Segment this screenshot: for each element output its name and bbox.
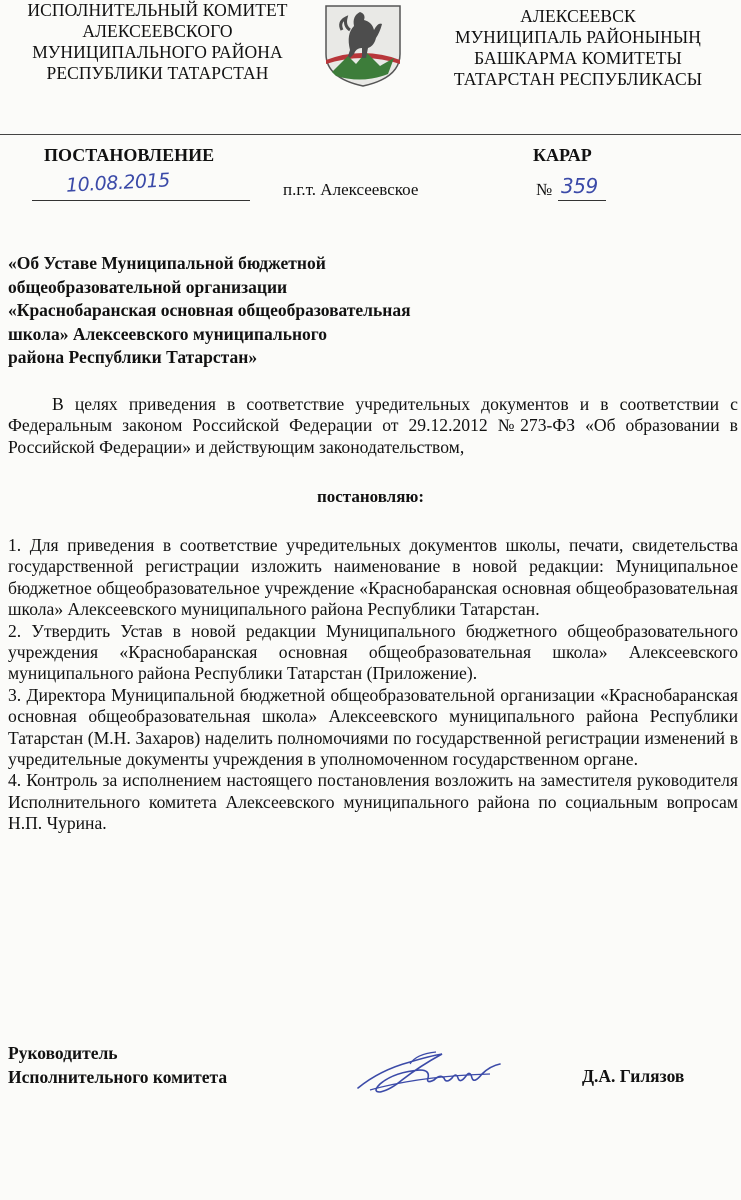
- header-divider: [0, 134, 741, 135]
- number-underline: [558, 200, 606, 201]
- subject-line: «Краснобаранская основная общеобразовательная: [8, 300, 411, 321]
- subject-line: «Об Уставе Муниципальной бюджетной: [8, 253, 326, 273]
- subject-line: школа» Алексеевского муниципального: [8, 323, 328, 344]
- doc-type-ru: ПОСТАНОВЛЕНИЕ: [44, 145, 215, 165]
- header-left-line: ИСПОЛНИТЕЛЬНЫЙ КОМИТЕТ: [27, 0, 288, 20]
- header-left-line: МУНИЦИПАЛЬНОГО РАЙОНА: [32, 42, 283, 62]
- handwritten-date: 10.08.2015: [65, 169, 171, 197]
- signatory-position-line: Исполнительного комитета: [8, 1067, 228, 1087]
- handwritten-signature: [350, 1040, 520, 1100]
- resolution-item: 2. Утвердить Устав в новой редакции Муниципального бюджетного общеобразовательного учреждения «Краснобаранская основная общеобразовательная школа» Алексеевского муниципального района Республики Татарстан (Приложение).: [8, 620, 738, 684]
- header-left-block: [0, 0, 315, 84]
- date-underline: [32, 200, 250, 201]
- doc-place: п.г.т. Алексеевское: [283, 180, 419, 199]
- subject-line: общеобразовательной организации: [8, 276, 288, 297]
- signatory-name: Д.А. Гилязов: [582, 1066, 685, 1086]
- signatory-position: [8, 1041, 227, 1089]
- header-left-line: РЕСПУБЛИКИ ТАТАРСТАН: [46, 63, 269, 83]
- header-right-line: БАШКАРМА КОМИТЕТЫ: [474, 48, 682, 68]
- signatory-position-line: Руководитель: [8, 1043, 118, 1063]
- coat-of-arms-icon: [322, 2, 404, 88]
- handwritten-number: 359: [561, 174, 598, 198]
- header-right-line: АЛЕКСЕЕВСК: [520, 6, 636, 26]
- resolution-item: 1. Для приведения в соответствие учредительных документов школы, печати, свидетельства государственной регистрации изложить наименование в новой редакции: Муниципальное бюджетное общеобразовательное учреждение «Краснобаранская основная общеобразовательная школа» Алексеевского муниципального района Республики Татарстан.: [8, 535, 738, 620]
- resolution-item: 4. Контроль за исполнением настоящего постановления возложить на заместителя руководителя Исполнительного комитета Алексеевского муниципального района по социальным вопросам Н.П. Чурина.: [8, 770, 738, 834]
- resolve-heading: постановляю:: [316, 487, 425, 506]
- header-right-line: МУНИЦИПАЛЬ РАЙОНЫНЫҢ: [455, 27, 701, 47]
- subject-title: [8, 252, 498, 370]
- doc-type-tt: КАРАР: [533, 145, 592, 165]
- subject-line: района Республики Татарстан»: [8, 347, 258, 368]
- header-right-block: [418, 6, 738, 90]
- preamble-paragraph: В целях приведения в соответствие учредительных документов и в соответствии с Федеральным законом Российской Федерации от 29.12.2012 №273-ФЗ «Об образовании в Российской Федерации» и действующим законодательством,: [8, 394, 738, 457]
- resolution-items: [8, 535, 738, 835]
- header-right-line: ТАТАРСТАН РЕСПУБЛИКАСЫ: [453, 69, 703, 89]
- header-left-line: АЛЕКСЕЕВСКОГО: [82, 21, 233, 41]
- number-sign: №: [536, 180, 553, 199]
- resolution-item: 3. Директора Муниципальной бюджетной общеобразовательной организации «Краснобаранская основная общеобразовательная школа» Алексеевского муниципального района Республики Татарстан (М.Н. Захаров) наделить полномочиями по государственной регистрации изменений в учредительные документы учреждения в уполномоченном государственном органе.: [8, 684, 738, 770]
